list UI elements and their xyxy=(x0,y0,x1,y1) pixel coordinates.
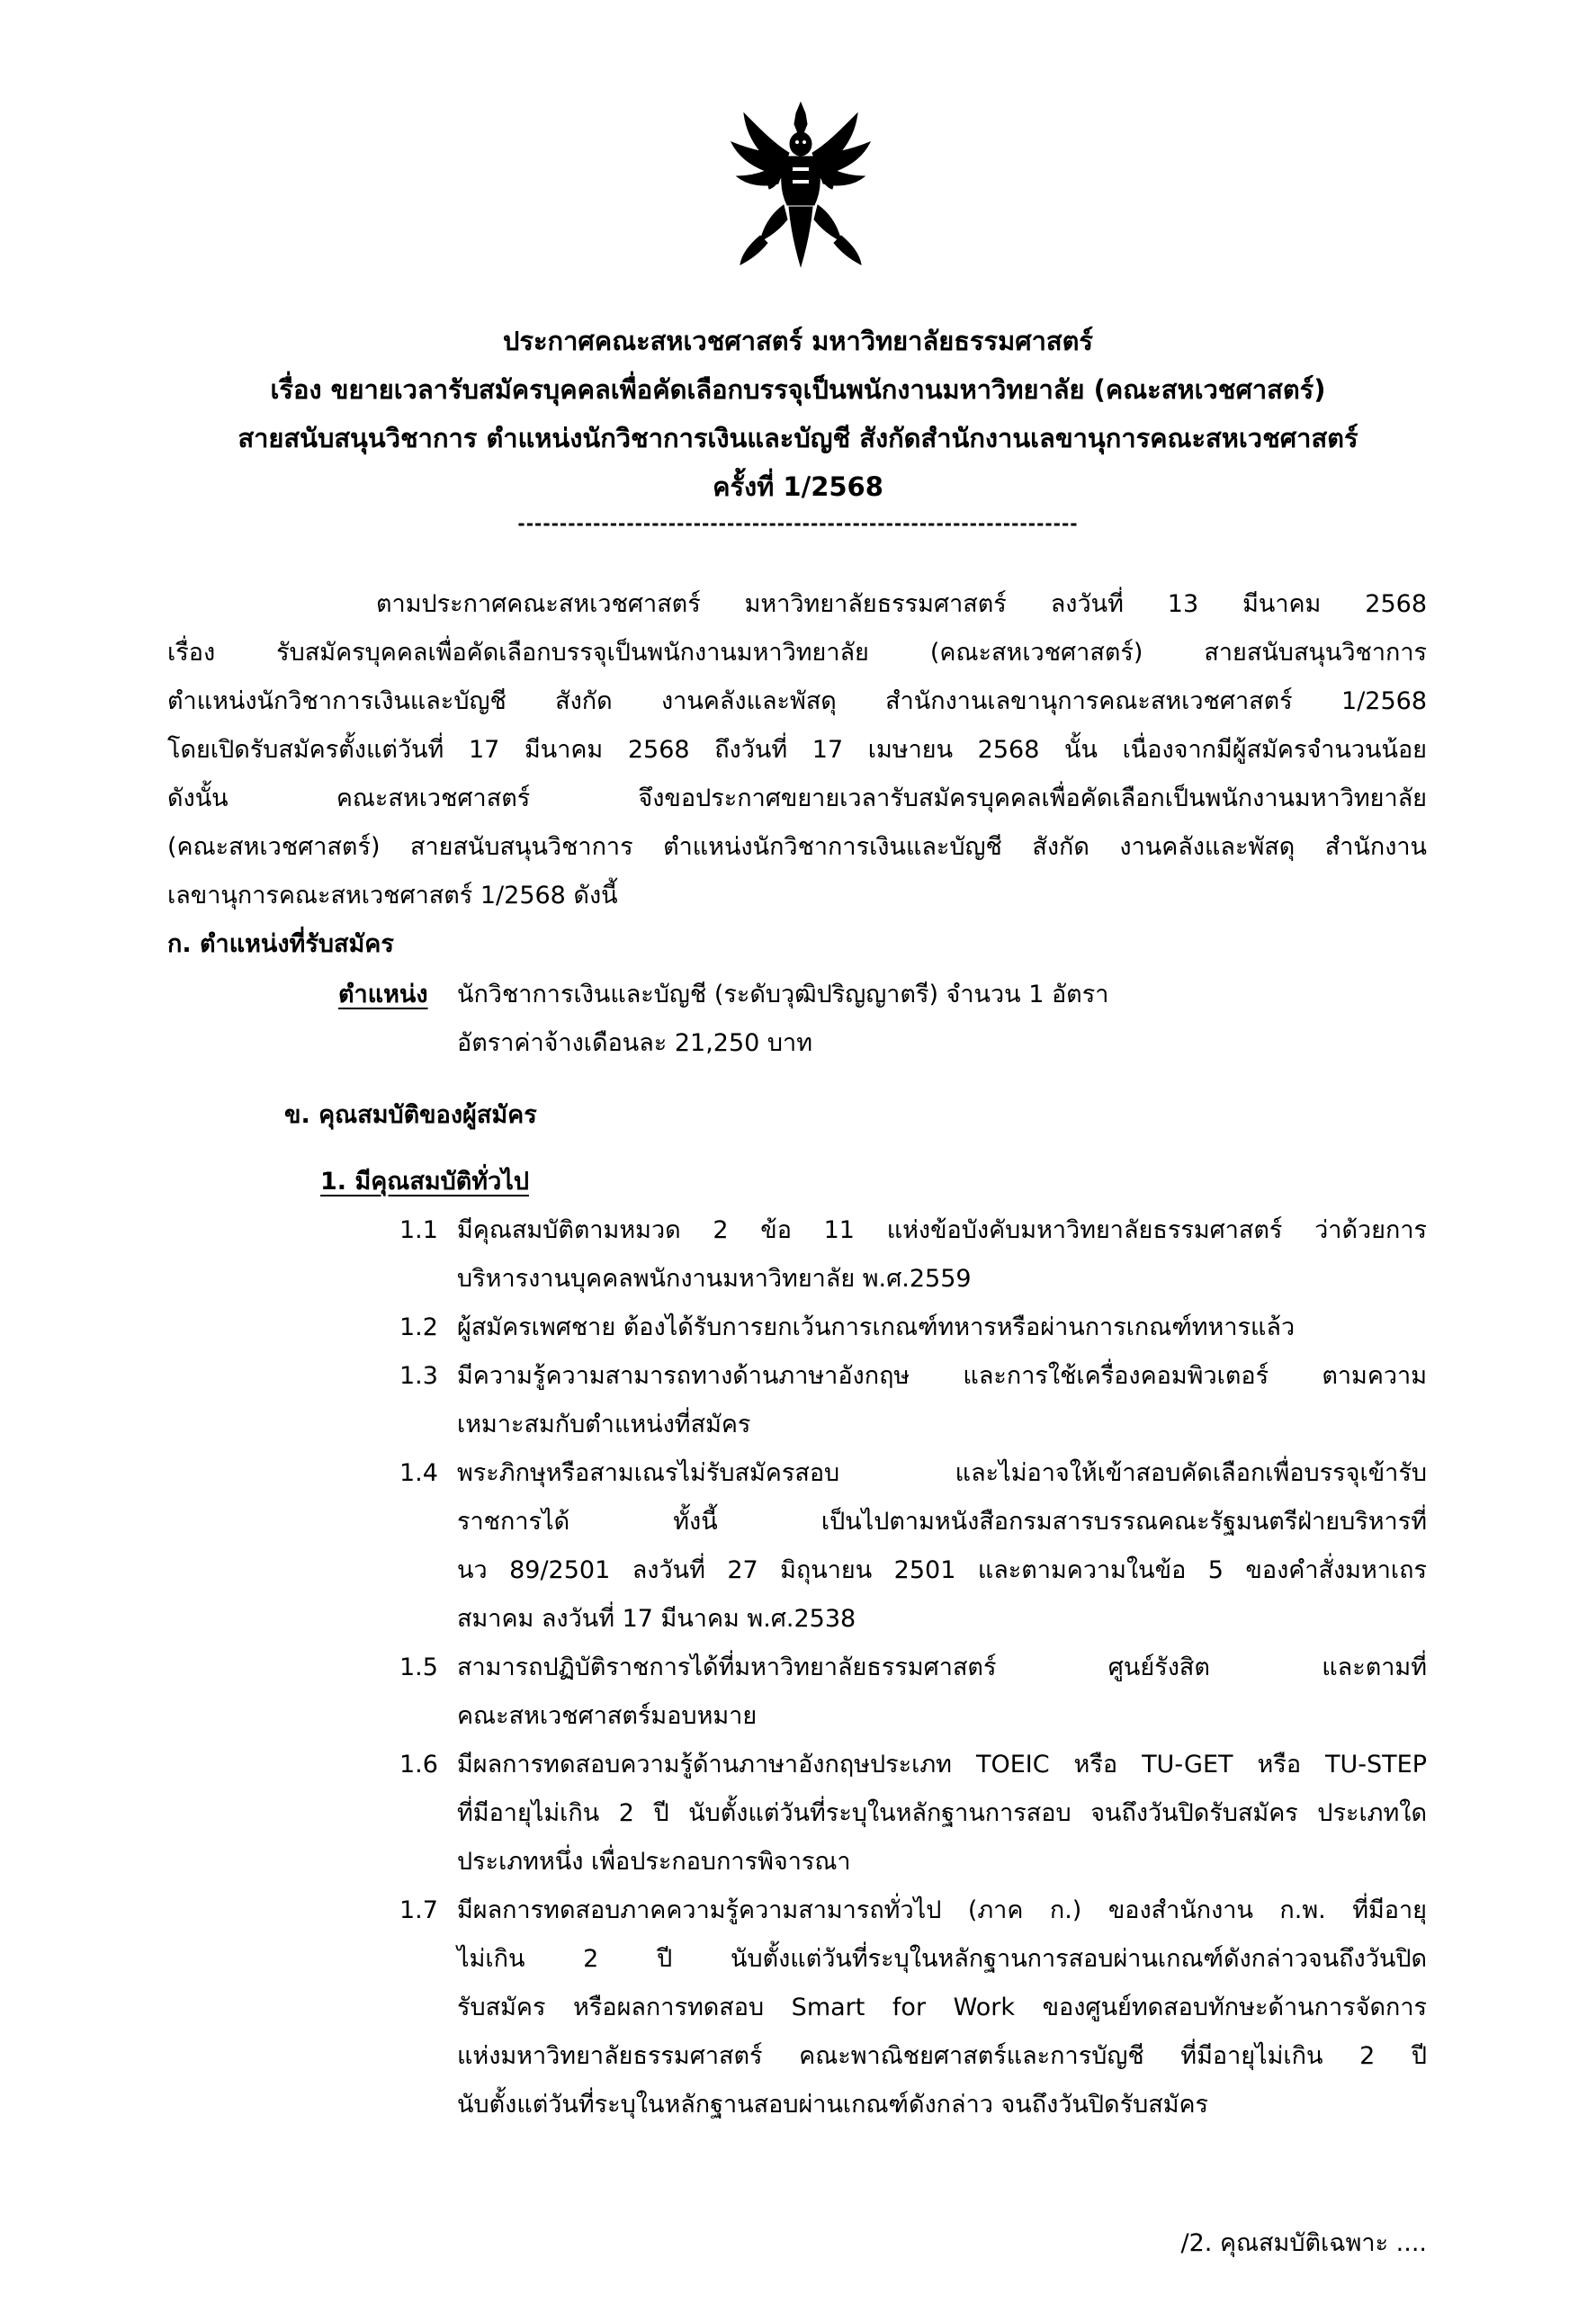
item-line: ประเภทหนึ่ง เพื่อประกอบการพิจารณา xyxy=(457,1848,851,1876)
item-number: 1.4 xyxy=(399,1459,438,1487)
intro-line-7: เลขานุการคณะสหเวชศาสตร์ 1/2568 ดังนี้ xyxy=(167,882,618,910)
item-line: ไม่เกิน 2 ปี นับตั้งแต่วันที่ระบุในหลักฐานการสอบผ่านเกณฑ์ดังกล่าวจนถึงวันปิด xyxy=(457,1945,1427,1973)
item-line: คณะสหเวชศาสตร์มอบหมาย xyxy=(457,1702,758,1730)
garuda-emblem-icon xyxy=(724,101,877,272)
item-line: ที่มีอายุไม่เกิน 2 ปี นับตั้งแต่วันที่ระบุในหลักฐานการสอบ จนถึงวันปิดรับสมัคร ประเภทใด xyxy=(457,1799,1427,1827)
page-continuation: /2. คุณสมบัติเฉพาะ .... xyxy=(1180,2229,1427,2257)
position-value: นักวิชาการเงินและบัญชี (ระดับวุฒิปริญญาตรี) จำนวน 1 อัตรา xyxy=(457,981,1109,1008)
section-a-heading: ก. ตำแหน่งที่รับสมัคร xyxy=(167,930,394,958)
item-line: เหมาะสมกับตำแหน่งที่สมัคร xyxy=(457,1411,751,1438)
announcement-title: ประกาศคณะสหเวชศาสตร์ มหาวิทยาลัยธรรมศาสตร์ xyxy=(502,326,1093,356)
position-label: ตำแหน่ง xyxy=(338,981,428,1008)
item-number: 1.3 xyxy=(399,1362,438,1390)
item-number: 1.5 xyxy=(399,1653,438,1681)
item-line: แห่งมหาวิทยาลัยธรรมศาสตร์ คณะพาณิชยศาสตร์และการบัญชี ที่มีอายุไม่เกิน 2 ปี xyxy=(457,2042,1427,2070)
intro-line-1: ตามประกาศคณะสหเวชศาสตร์ มหาวิทยาลัยธรรมศาสตร์ ลงวันที่ 13 มีนาคม 2568 xyxy=(376,590,1427,618)
item-line: มีผลการทดสอบภาคความรู้ความสามารถทั่วไป (ภาค ก.) ของสำนักงาน ก.พ. ที่มีอายุ xyxy=(457,1896,1427,1924)
item-line: พระภิกษุหรือสามเณรไม่รับสมัครสอบ และไม่อาจให้เข้าสอบคัดเลือกเพื่อบรรจุเข้ารับ xyxy=(457,1459,1427,1487)
item-line: นับตั้งแต่วันที่ระบุในหลักฐานสอบผ่านเกณฑ์ดังกล่าว จนถึงวันปิดรับสมัคร xyxy=(457,2091,1209,2119)
intro-line-6: (คณะสหเวชศาสตร์) สายสนับสนุนวิชาการ ตำแหน่งนักวิชาการเงินและบัญชี สังกัด งานคลังและพัสดุ สำนักงาน xyxy=(167,833,1427,861)
general-qualifications-heading: 1. มีคุณสมบัติทั่วไป xyxy=(320,1168,529,1196)
item-line: รับสมัคร หรือผลการทดสอบ Smart for Work ของศูนย์ทดสอบทักษะด้านการจัดการ xyxy=(457,1994,1427,2021)
header-divider: ------------------------------------------------------------------- xyxy=(517,513,1079,534)
item-line: สมาคม ลงวันที่ 17 มีนาคม พ.ศ.2538 xyxy=(457,1605,856,1633)
item-number: 1.6 xyxy=(399,1751,438,1779)
salary-value: อัตราค่าจ้างเดือนละ 21,250 บาท xyxy=(457,1029,813,1057)
item-line: บริหารงานบุคคลพนักงานมหาวิทยาลัย พ.ศ.2559 xyxy=(457,1265,972,1293)
intro-line-3: ตำแหน่งนักวิชาการเงินและบัญชี สังกัด งานคลังและพัสดุ สำนักงานเลขานุการคณะสหเวชศาสตร์ 1/2568 xyxy=(167,687,1427,715)
announcement-subject: เรื่อง ขยายเวลารับสมัครบุคคลเพื่อคัดเลือกบรรจุเป็นพนักงานมหาวิทยาลัย (คณะสหเวชศาสตร์) xyxy=(270,374,1326,405)
item-line: มีคุณสมบัติตามหมวด 2 ข้อ 11 แห่งข้อบังคับมหาวิทยาลัยธรรมศาสตร์ ว่าด้วยการ xyxy=(457,1216,1427,1244)
intro-line-4: โดยเปิดรับสมัครตั้งแต่วันที่ 17 มีนาคม 2568 ถึงวันที่ 17 เมษายน 2568 นั้น เนื่องจากมีผู้สมัครจำนวนน้อย xyxy=(167,736,1427,764)
section-b-heading: ข. คุณสมบัติของผู้สมัคร xyxy=(284,1101,537,1129)
intro-line-2: เรื่อง รับสมัครบุคคลเพื่อคัดเลือกบรรจุเป็นพนักงานมหาวิทยาลัย (คณะสหเวชศาสตร์) สายสนับสนุนวิชาการ xyxy=(167,639,1427,667)
item-line: ผู้สมัครเพศชาย ต้องได้รับการยกเว้นการเกณฑ์ทหารหรือผ่านการเกณฑ์ทหารแล้ว xyxy=(457,1313,1296,1341)
item-line: มีผลการทดสอบความรู้ด้านภาษาอังกฤษประเภท TOEIC หรือ TU-GET หรือ TU-STEP xyxy=(457,1751,1427,1779)
item-line: ราชการได้ ทั้งนี้ เป็นไปตามหนังสือกรมสารบรรณคณะรัฐมนตรีฝ่ายบริหารที่ xyxy=(457,1508,1427,1536)
item-number: 1.1 xyxy=(399,1216,438,1244)
announcement-round: ครั้งที่ 1/2568 xyxy=(713,471,883,502)
item-line: สามารถปฏิบัติราชการได้ที่มหาวิทยาลัยธรรมศาสตร์ ศูนย์รังสิต และตามที่ xyxy=(457,1653,1427,1681)
item-number: 1.7 xyxy=(399,1896,438,1924)
item-line: นว 89/2501 ลงวันที่ 27 มิถุนายน 2501 และตามความในข้อ 5 ของคำสั่งมหาเถร xyxy=(457,1556,1427,1584)
item-number: 1.2 xyxy=(399,1313,438,1341)
item-line: มีความรู้ความสามารถทางด้านภาษาอังกฤษ และการใช้เครื่องคอมพิวเตอร์ ตามความ xyxy=(457,1362,1427,1390)
intro-line-5: ดังนั้น คณะสหเวชศาสตร์ จึงขอประกาศขยายเวลารับสมัครบุคคลเพื่อคัดเลือกเป็นพนักงานมหาวิทยาลัย xyxy=(167,784,1427,812)
announcement-scope: สายสนับสนุนวิชาการ ตำแหน่งนักวิชาการเงินและบัญชี สังกัดสำนักงานเลขานุการคณะสหเวชศาสตร์ xyxy=(238,423,1358,453)
